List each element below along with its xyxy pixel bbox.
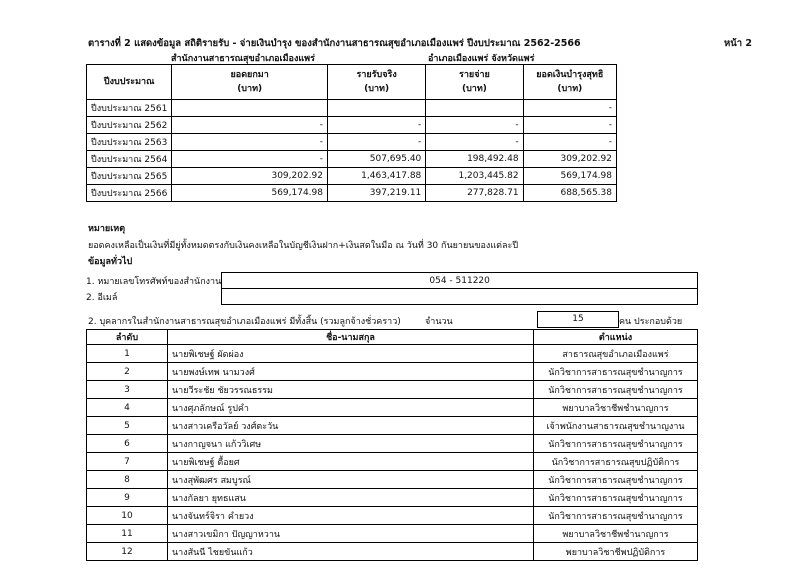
staff-row: 8 นางสุพัฒศร สมบูรณ์ นักวิชาการสาธารณสุขชำนาญการ bbox=[87, 471, 698, 489]
staff-count-label: 2. บุคลากรในสำนักงานสาธารณสุขอำเภอเมืองแพร่ มีทั้งสิ้น (รวมลูกจ้างชั่วคราว) bbox=[88, 317, 401, 327]
staff-count-value: 15 bbox=[537, 311, 619, 328]
budget-table bbox=[86, 64, 617, 202]
contact-table bbox=[86, 272, 698, 305]
email-row bbox=[86, 289, 698, 305]
header-fiscal-year: ปีงบประมาณ bbox=[87, 65, 172, 100]
budget-header-row bbox=[87, 65, 617, 100]
document-title: ตารางที่ 2 แสดงข้อมูล สถิติรายรับ - จ่ายเงินบำรุง ของสำนักงานสาธารณสุขอำเภอเมืองแพร่ ปีงบประมาณ 2562-2566 bbox=[88, 38, 581, 49]
note-text: ยอดคงเหลือเป็นเงินที่มียู่ทั้งหมดตรงกับเงินคงเหลือในบัญชีเงินฝาก+เงินสดในมือ ณ วันที่ 30 กันยายนของแต่ละปี bbox=[88, 241, 519, 251]
phone-label: 1. หมายเลขโทรศัพท์ของสำนักงาน bbox=[86, 276, 222, 287]
office-subtitle: สำนักงานสาธารณสุขอำเภอเมืองแพร่ bbox=[171, 54, 315, 64]
staff-row: 6 นางกาญจนา แก้ววิเศษ นักวิชาการสาธารณสุขชำนาญการ bbox=[87, 435, 698, 453]
staff-row: 2 นายพงษ์เทพ นามวงศ์ นักวิชาการสาธารณสุขชำนาญการ bbox=[87, 363, 698, 381]
header-order: ลำดับ bbox=[87, 330, 168, 345]
note-heading: หมายเหตุ bbox=[88, 224, 126, 234]
staff-row: 5 นางสาวเครือวัลย์ วงศ์ตะวัน เจ้าพนักงานสาธารณสุขชำนาญงาน bbox=[87, 417, 698, 435]
page-number: หน้า 2 bbox=[724, 38, 753, 49]
staff-row: 7 นายพิเชษฐ์ ตื้อยศ นักวิชาการสาธารณสุขปฏิบัติการ bbox=[87, 453, 698, 471]
header-actual-income: รายรับจริง (บาท) bbox=[328, 65, 426, 100]
staff-count-unit: คน ประกอบด้วย bbox=[619, 317, 683, 327]
staff-header-row bbox=[87, 330, 698, 345]
budget-row: ปีงบประมาณ 2562 - - - - bbox=[87, 117, 617, 134]
staff-row: 4 นางศุภลักษณ์ รูปคำ พยาบาลวิชาชีพชำนาญการ bbox=[87, 399, 698, 417]
header-carried-forward: ยอดยกมา (บาท) bbox=[172, 65, 328, 100]
staff-row: 12 นางสันนี ไชยขันแก้ว พยาบาลวิชาชีพปฏิบัติการ bbox=[87, 543, 698, 561]
budget-row: ปีงบประมาณ 2565 309,202.92 1,463,417.88 1,203,445.82 569,174.98 bbox=[87, 168, 617, 185]
header-expenses: รายจ่าย (บาท) bbox=[426, 65, 523, 100]
header-name: ชื่อ-นามสกุล bbox=[168, 330, 534, 345]
staff-row: 3 นายวีระชัย ชัยวรรณธรรม นักวิชาการสาธารณสุขชำนาญการ bbox=[87, 381, 698, 399]
budget-row: ปีงบประมาณ 2563 - - - - bbox=[87, 134, 617, 151]
staff-row: 11 นางสาวเขมิกา ปัญญาหวาน พยาบาลวิชาชีพชำนาญการ bbox=[87, 525, 698, 543]
phone-row bbox=[86, 273, 698, 289]
staff-row: 9 นางกัลยา ยุทธแสน นักวิชาการสาธารณสุขชำนาญการ bbox=[87, 489, 698, 507]
email-label: 2. อีเมล์ bbox=[86, 292, 118, 303]
email-value bbox=[222, 289, 698, 305]
staff-table bbox=[86, 329, 698, 561]
staff-row: 1 นายพิเชษฐ์ ผัดผ่อง สาธารณสุขอำเภอเมืองแพร่ bbox=[87, 345, 698, 363]
location-subtitle: อำเภอเมืองแพร่ จังหวัดแพร่ bbox=[428, 54, 535, 64]
staff-amount-label: จำนวน bbox=[425, 317, 453, 327]
budget-row: ปีงบประมาณ 2566 569,174.98 397,219.11 277,828.71 688,565.38 bbox=[87, 185, 617, 202]
header-net-balance: ยอดเงินบำรุงสุทธิ (บาท) bbox=[523, 65, 616, 100]
general-info-heading: ข้อมูลทั่วไป bbox=[88, 257, 133, 267]
staff-row: 10 นางจันทร์จิรา คำยวง นักวิชาการสาธารณสุขชำนาญการ bbox=[87, 507, 698, 525]
phone-value: 054 - 511220 bbox=[222, 273, 698, 289]
budget-row: ปีงบประมาณ 2564 - 507,695.40 198,492.48 309,202.92 bbox=[87, 151, 617, 168]
budget-row: ปีงบประมาณ 2561 - bbox=[87, 100, 617, 117]
header-position: ตำแหน่ง bbox=[534, 330, 698, 345]
